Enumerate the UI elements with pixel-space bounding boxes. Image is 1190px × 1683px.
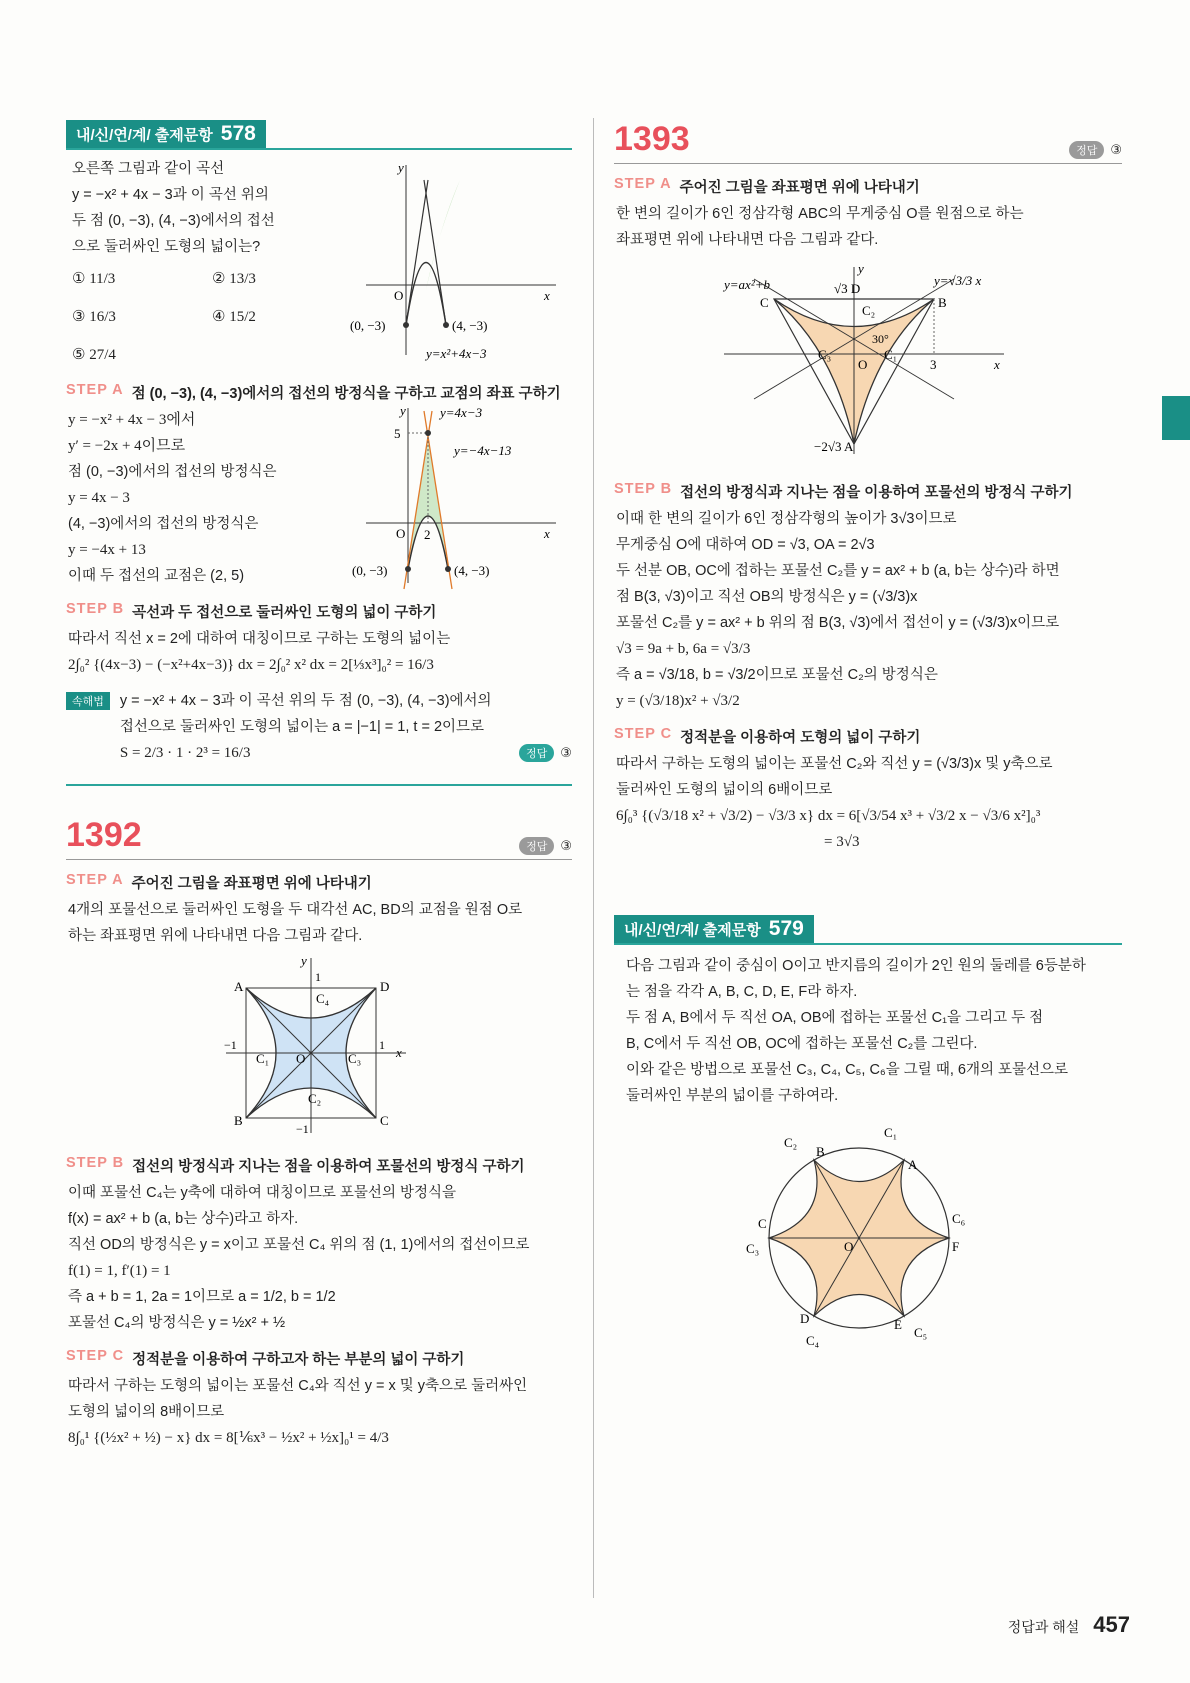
- x-axis-label: x: [396, 1045, 402, 1060]
- vertex-label: −2√3 A: [814, 439, 854, 454]
- solution-line: 점 B(3, √3)이고 직선 OB의 방정식은 y = (√3/3)x: [616, 589, 918, 605]
- vertex-label: D: [380, 979, 390, 994]
- parabola-label: y=ax²+b: [724, 277, 770, 292]
- solution-line: 하는 좌표평면 위에 나타내면 다음 그림과 같다.: [68, 928, 363, 944]
- header-label: 내/신/연/계/ 출제문항: [624, 921, 761, 939]
- problem-579-header: [614, 915, 1122, 945]
- quick-method: [66, 688, 572, 766]
- step-title: 점 (0, −3), (4, −3)에서의 접선의 방정식을 구하고 교점의 좌표 구하기: [131, 386, 561, 402]
- solution-line: y = 4x − 3: [68, 490, 130, 506]
- tick-label: 5: [394, 426, 401, 441]
- point-label: (0, −3): [352, 563, 388, 578]
- point-label: B: [816, 1144, 825, 1159]
- step-tag: STEP A: [66, 872, 124, 888]
- question-line: 는 점을 각각 A, B, C, D, E, F라 하자.: [626, 984, 858, 1000]
- solution-line: 따라서 구하는 도형의 넓이는 포물선 C₄와 직선 y = x 및 y축으로 둘러싸인: [68, 1378, 528, 1394]
- tick-label: −1: [296, 1122, 309, 1136]
- curve-label: C₆: [952, 1211, 966, 1226]
- answer-tag: 정답 ③: [519, 744, 572, 762]
- vertex-label: A: [234, 979, 244, 994]
- question-line: 으로 둘러싸인 도형의 넓이는?: [72, 239, 261, 255]
- y-axis-label: y: [398, 160, 404, 175]
- solution-line: 즉 a + b = 1, 2a = 1이므로 a = 1/2, b = 1/2: [68, 1289, 336, 1305]
- tip-line: 접선으로 둘러싸인 도형의 넓이는 a = |−1| = 1, t = 2이므로: [119, 719, 485, 735]
- tip-label: 속해법: [66, 692, 110, 710]
- step-title: 정적분을 이용하여 구하고자 하는 부분의 넓이 구하기: [132, 1352, 465, 1368]
- solution-line: 좌표평면 위에 나타내면 다음 그림과 같다.: [616, 232, 879, 248]
- choice-5[interactable]: ⑤ 27/4: [72, 347, 116, 363]
- solution-line: 따라서 직선 x = 2에 대하여 대칭이므로 구하는 도형의 넓이는: [68, 631, 451, 647]
- angle-label: 30°: [872, 332, 889, 346]
- x-axis-label: x: [994, 357, 1000, 372]
- solution-line: 이때 두 접선의 교점은 (2, 5): [68, 568, 245, 584]
- solution-equation: 8∫₀¹ {(½x² + ½) − x} dx = 8[⅙x³ − ½x² + ½x]₀¹ = 4/3: [68, 1430, 389, 1446]
- curve-label: C₁: [884, 1125, 898, 1140]
- question-line: 두 점 A, B에서 두 직선 OA, OB에 접하는 포물선 C₁을 그리고 두 점: [626, 1010, 1044, 1026]
- solution-line: 포물선 C₂를 y = ax² + b 위의 점 B(3, √3)에서 접선이 y = (√3/3)x이므로: [616, 615, 1060, 631]
- solution-line: f(1) = 1, f′(1) = 1: [68, 1263, 171, 1279]
- tick-label: 2: [424, 527, 431, 542]
- choice-4[interactable]: ④ 15/2: [212, 309, 256, 325]
- curve-label: C₃: [818, 347, 832, 362]
- problem-578-body: [66, 150, 572, 370]
- step-tag: STEP C: [66, 1348, 125, 1364]
- curve-label: y=x²+4x−3: [426, 346, 487, 361]
- curve-label: C₂: [862, 303, 876, 318]
- y-axis-label: y: [858, 261, 864, 276]
- step-title: 정적분을 이용하여 도형의 넓이 구하기: [680, 730, 921, 746]
- step-tag: STEP B: [614, 481, 673, 497]
- section-separator: [66, 784, 572, 786]
- tangent-label: y=−4x−13: [454, 443, 512, 458]
- vertex-label: B: [234, 1113, 243, 1128]
- tick-label: −1: [224, 1038, 237, 1052]
- point-label: D: [800, 1311, 810, 1326]
- footer-label: 정답과 해설: [1007, 1619, 1080, 1635]
- solution-line: 두 선분 OB, OC에 접하는 포물선 C₂를 y = ax² + b (a, b는 상수)라 하면: [616, 563, 1060, 579]
- step-c: [614, 726, 1122, 747]
- step-title: 주어진 그림을 좌표평면 위에 나타내기: [131, 876, 372, 892]
- tick-label: 1: [379, 1038, 385, 1052]
- point-label: F: [952, 1239, 960, 1254]
- point-label: (0, −3): [350, 318, 386, 333]
- point-label: C: [758, 1216, 767, 1231]
- solution-line: 이때 한 변의 길이가 6인 정삼각형의 높이가 3√3이므로: [616, 511, 957, 527]
- curve-label: C₃: [746, 1241, 760, 1256]
- tick-label: 1: [315, 970, 321, 984]
- question-line: B, C에서 두 직선 OB, OC에 접하는 포물선 C₂를 그린다.: [626, 1036, 978, 1052]
- problem-578-header: [66, 120, 572, 150]
- solution-line: y = −4x + 13: [68, 542, 146, 558]
- point-label: (4, −3): [454, 563, 490, 578]
- curve-label: C₄: [806, 1333, 820, 1348]
- curve-label: C₂: [784, 1135, 798, 1150]
- y-axis-label: y: [301, 953, 307, 968]
- point-label: (4, −3): [452, 318, 488, 333]
- vertex-label: C: [760, 295, 769, 310]
- figure-578: [350, 160, 566, 361]
- curve-label: C₅: [914, 1325, 928, 1340]
- solution-line: 직선 OD의 방정식은 y = x이고 포물선 C₄ 위의 점 (1, 1)에서의 접선이므로: [68, 1237, 530, 1253]
- problem-number: 578: [220, 122, 256, 145]
- step-tag: STEP A: [614, 176, 672, 192]
- problem-number: 579: [768, 917, 804, 940]
- choice-2[interactable]: ② 13/3: [212, 271, 256, 287]
- step-b: [614, 481, 1122, 502]
- problem-1392-header: [66, 816, 572, 860]
- solution-line: √3 = 9a + b, 6a = √3/3: [616, 641, 751, 657]
- solution-line: 포물선 C₄의 방정식은 y = ½x² + ½: [68, 1315, 286, 1331]
- x-axis-label: x: [544, 526, 550, 541]
- side-tab: [1162, 396, 1190, 440]
- solution-line: 즉 a = √3/18, b = √3/2이므로 포물선 C₂의 방정식은: [616, 667, 938, 683]
- right-column: [614, 120, 1122, 1353]
- curve-label: C₁: [256, 1051, 270, 1066]
- figure-578-tangents: [352, 403, 566, 589]
- solution-equation: 6∫₀³ {(√3/18 x² + √3/2) − √3/3 x} dx = 6[√3/54 x³ + √3/2 x − √3/6 x²]₀³: [616, 808, 1041, 824]
- step-title: 주어진 그림을 좌표평면 위에 나타내기: [679, 180, 920, 196]
- answer-tag: 정답 ③: [519, 837, 572, 855]
- step-a: [66, 382, 572, 403]
- solution-line: 도형의 넓이의 8배이므로: [68, 1404, 225, 1420]
- solution-line: 한 변의 길이가 6인 정삼각형 ABC의 무게중심 O를 원점으로 하는: [616, 206, 1024, 222]
- x-axis-label: x: [544, 288, 550, 303]
- solution-line: 4개의 포물선으로 둘러싸인 도형을 두 대각선 AC, BD의 교점을 원점 O로: [68, 902, 523, 918]
- step-tag: STEP B: [66, 1155, 125, 1171]
- step-b: [66, 601, 572, 622]
- curve-label: C₂: [308, 1091, 322, 1106]
- answer-choices: [72, 260, 352, 374]
- curve-label: C₁: [884, 347, 898, 362]
- figure-579: [744, 1123, 974, 1353]
- column-divider: [593, 118, 594, 1598]
- question-line: 두 점 (0, −3), (4, −3)에서의 접선: [72, 213, 275, 229]
- figure-1392: [216, 953, 416, 1143]
- step-b: [66, 1155, 572, 1176]
- solution-line: f(x) = ax² + b (a, b는 상수)라고 하자.: [68, 1211, 299, 1227]
- solution-line: 이때 포물선 C₄는 y축에 대하여 대칭이므로 포물선의 방정식을: [68, 1185, 457, 1201]
- curve-label: C₃: [348, 1051, 362, 1066]
- origin-label: O: [858, 357, 868, 372]
- tick-label: 3: [930, 357, 937, 372]
- origin-label: O: [396, 526, 406, 541]
- step-c: [66, 1348, 572, 1369]
- problem-579-question: [626, 953, 1122, 1109]
- solution-line: y′ = −2x + 4이므로: [68, 438, 186, 454]
- origin-label: O: [296, 1051, 306, 1066]
- problem-number: 1393: [614, 120, 690, 158]
- header-label: 내/신/연/계/ 출제문항: [76, 126, 213, 144]
- question-line: 오른쪽 그림과 같이 곡선: [72, 161, 225, 177]
- choice-1[interactable]: ① 11/3: [72, 271, 116, 287]
- step-tag: STEP C: [614, 726, 673, 742]
- point-label: √3 D: [834, 281, 861, 296]
- solution-line: y = −x² + 4x − 3에서: [68, 412, 196, 428]
- step-a: [66, 872, 572, 893]
- problem-number: 1392: [66, 816, 142, 854]
- step-title: 접선의 방정식과 지나는 점을 이용하여 포물선의 방정식 구하기: [132, 1159, 525, 1175]
- step-title: 곡선과 두 접선으로 둘러싸인 도형의 넓이 구하기: [132, 605, 437, 621]
- tangent-label: y=4x−3: [440, 405, 483, 420]
- question-line: 둘러싸인 부분의 넓이를 구하여라.: [626, 1088, 839, 1104]
- y-axis-label: y: [400, 403, 406, 418]
- question-line: 이와 같은 방법으로 포물선 C₃, C₄, C₅, C₆을 그릴 때, 6개의 포물선으로: [626, 1062, 1069, 1078]
- step-title: 접선의 방정식과 지나는 점을 이용하여 포물선의 방정식 구하기: [680, 485, 1073, 501]
- vertex-label: B: [938, 295, 947, 310]
- solution-line: 무게중심 O에 대하여 OD = √3, OA = 2√3: [616, 537, 875, 553]
- question-line: y = −x² + 4x − 3과 이 곡선 위의: [72, 187, 269, 203]
- solution-line: 따라서 구하는 도형의 넓이는 포물선 C₂와 직선 y = (√3/3)x 및 y축으로: [616, 756, 1053, 772]
- solution-line: 점 (0, −3)에서의 접선의 방정식은: [68, 464, 277, 480]
- curve-label: C₄: [316, 991, 330, 1006]
- line-label: y=√3/3 x: [934, 273, 982, 288]
- point-label: E: [894, 1317, 902, 1332]
- step-a: [614, 176, 1122, 197]
- page-footer: [1008, 1612, 1130, 1638]
- point-label: A: [908, 1157, 918, 1172]
- tip-line: S = 2/3 · 1 · 2³ = 16/3: [119, 745, 251, 761]
- origin-label: O: [394, 288, 404, 303]
- problem-1393-header: [614, 120, 1122, 164]
- choice-3[interactable]: ③ 16/3: [72, 309, 116, 325]
- solution-equation: 2∫₀² {(4x−3) − (−x²+4x−3)} dx = 2∫₀² x² dx = 2[⅓x³]₀² = 16/3: [68, 657, 434, 673]
- solution-line: (4, −3)에서의 접선의 방정식은: [68, 516, 259, 532]
- step-tag: STEP A: [66, 382, 124, 398]
- vertex-label: C: [380, 1113, 389, 1128]
- solution-equation: = 3√3: [824, 834, 860, 850]
- solution-line: y = (√3/18)x² + √3/2: [616, 693, 740, 709]
- figure-1393: [714, 259, 1014, 469]
- left-column: [66, 120, 572, 1451]
- answer-tag: 정답 ③: [1069, 141, 1122, 159]
- solution-line: 둘러싸인 도형의 넓이의 6배이므로: [616, 782, 833, 798]
- tip-line: y = −x² + 4x − 3과 이 곡선 위의 두 점 (0, −3), (4, −3)에서의: [119, 693, 492, 709]
- page-number: 457: [1093, 1612, 1130, 1637]
- step-tag: STEP B: [66, 601, 125, 617]
- origin-label: O: [844, 1239, 854, 1254]
- question-line: 다음 그림과 같이 중심이 O이고 반지름의 길이가 2인 원의 둘레를 6등분하: [626, 958, 1086, 974]
